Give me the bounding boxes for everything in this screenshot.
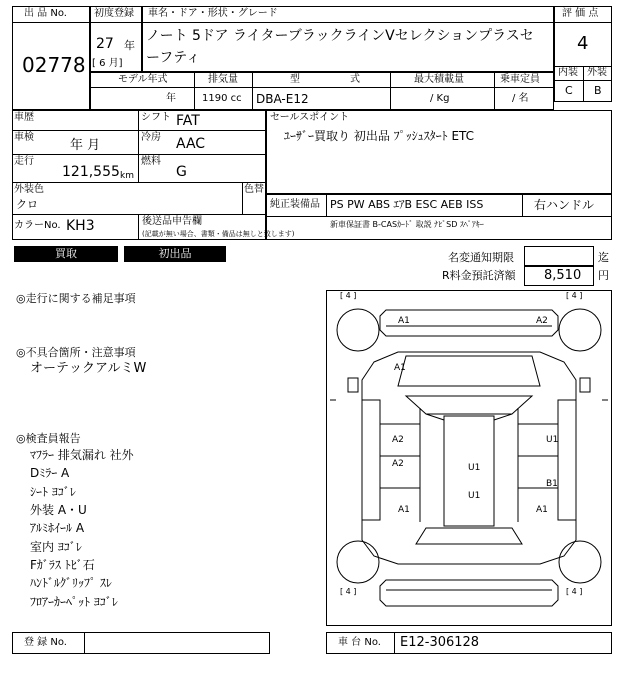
rear-bumper: [380, 580, 558, 606]
hood: [398, 356, 540, 386]
tire-depth-rr: [ 4 ]: [566, 587, 583, 596]
mileage-label: 走行: [14, 156, 34, 167]
damage-mark: A2: [392, 435, 404, 445]
first-listing-badge: 初出品: [124, 246, 226, 262]
inspector-line: 外装 A・U: [30, 503, 87, 517]
inspector-title: ◎検査員報告: [16, 432, 81, 445]
capacity-label: 乗車定員: [500, 74, 540, 85]
damage-mark: A2: [536, 316, 548, 326]
year-unit: 年: [124, 39, 135, 52]
damage-mark: A1: [394, 363, 406, 373]
chassis-value: E12-306128: [400, 635, 480, 650]
tire-front-right: [559, 309, 601, 351]
rear-window: [416, 528, 522, 544]
damage-mark: B1: [546, 479, 558, 489]
running-notes-title: ◎走行に関する補足事項: [16, 292, 136, 305]
name-change-unit: 迄: [598, 251, 609, 264]
shift-value: FAT: [176, 113, 200, 129]
inspector-line: ﾌﾛｱｰｶｰﾍﾟｯﾄ ﾖｺﾞﾚ: [30, 595, 118, 609]
damage-mark: U1: [546, 435, 559, 445]
inspector-line: ﾊﾝﾄﾞﾙｸﾞﾘｯﾌﾟ ｽﾚ: [30, 576, 112, 590]
ac-label: 冷房: [141, 132, 161, 143]
name-change-label: 名変通知期限: [448, 251, 514, 264]
color-value: クロ: [16, 198, 38, 211]
first-registration-label: 初度登録: [94, 8, 134, 19]
inspector-line: ﾏﾌﾗｰ 排気漏れ 社外: [30, 448, 134, 462]
interior-label: 内装: [558, 67, 578, 78]
mileage-value: 121,555: [62, 164, 120, 180]
recycle-label: R料金預託済額: [442, 269, 516, 282]
chassis-label: 車 台 No.: [338, 637, 381, 648]
color-change-label: 色替: [244, 184, 264, 195]
damage-mark: A2: [392, 459, 404, 469]
damage-mark: U1: [468, 463, 481, 473]
inspector-line: Dﾐﾗｰ A: [30, 466, 70, 480]
displacement-value: 1190 cc: [202, 93, 242, 104]
tire-rear-left: [337, 541, 379, 583]
type-label-2: 式: [350, 74, 360, 85]
exterior-grade: B: [594, 84, 602, 97]
color-label: 外装色: [14, 184, 44, 195]
color-no-value: KH3: [66, 218, 95, 234]
type-label: 型: [290, 74, 300, 85]
aftermarket-note: (記載が無い場合、書類・備品は無しと致します): [142, 230, 295, 238]
ac-value: AAC: [176, 136, 206, 152]
fuel-label: 燃料: [141, 156, 161, 167]
sales-point-label: セールスポイント: [270, 112, 350, 123]
displacement-label: 排気量: [208, 74, 238, 85]
inspector-line: ｼｰﾄ ﾖｺﾞﾚ: [30, 485, 76, 499]
tire-rear-right: [559, 541, 601, 583]
equipment-extra: 新車保証書 B-CASｶｰﾄﾞ 取説 ﾅﾋﾞSD ｽﾍﾟｱｷｰ: [330, 220, 484, 229]
inspection-label: 車検: [14, 132, 34, 143]
damage-mark: A1: [536, 505, 548, 515]
equipment-value: PS PW ABS ｴｱB ESC AEB ISS: [330, 198, 484, 211]
defects-line: オーテックアルミW: [30, 361, 147, 376]
inspector-line: 室内 ﾖｺﾞﾚ: [30, 540, 82, 554]
registration-label: 登 録 No.: [24, 637, 67, 648]
car-name-line1: ノート 5ドア ライターブラックラインVセレクションプラスセ: [146, 28, 534, 44]
interior-grade: C: [565, 84, 573, 97]
shift-label: シフト: [141, 112, 171, 123]
inspection-value: 年 月: [70, 138, 101, 153]
car-diagram: [326, 290, 612, 626]
car-name-label: 車名・ドア・形状・グレード: [148, 8, 278, 19]
sales-point-value: ﾕｰｻﾞｰ買取り 初出品 ﾌﾟｯｼｭｽﾀｰﾄ ETC: [284, 129, 475, 143]
history-label: 車歴: [14, 112, 34, 123]
recycle-value: 8,510: [544, 268, 582, 283]
type-value: DBA-E12: [256, 92, 309, 106]
exterior-label: 外装: [587, 67, 607, 78]
first-registration-year: 27: [96, 36, 114, 52]
inspector-line: Fｶﾞﾗｽ ﾄﾋﾞ石: [30, 558, 95, 572]
damage-mark: A1: [398, 505, 410, 515]
lot-number: 02778: [22, 53, 86, 77]
capacity-value: / 名: [512, 93, 529, 104]
first-registration-month: [ 6 月]: [92, 58, 123, 69]
max-load-value: / Kg: [430, 93, 450, 104]
mileage-unit: km: [120, 171, 134, 181]
color-no-label: カラーNo.: [14, 220, 61, 231]
tire-depth-fr: [ 4 ]: [566, 291, 583, 300]
windshield: [406, 396, 532, 414]
defects-title: ◎不具合箇所・注意事項: [16, 346, 136, 359]
tire-front-left: [337, 309, 379, 351]
name-change-box: [524, 246, 594, 266]
purchase-badge: 買取: [14, 246, 118, 262]
model-year-label: モデル年式: [118, 74, 168, 85]
inspector-line: ｱﾙﾐﾎｲｰﾙ A: [30, 521, 85, 535]
score-label: 評 価 点: [562, 8, 599, 19]
aftermarket-label: 後送品申告欄: [142, 216, 202, 227]
score-value: 4: [577, 33, 589, 54]
tire-depth-rl: [ 4 ]: [340, 587, 357, 596]
model-year-unit: 年: [166, 93, 176, 104]
car-name-line2: ーフティ: [146, 50, 201, 66]
fuel-value: G: [176, 164, 187, 180]
equipment-label: 純正装備品: [270, 199, 320, 210]
tire-depth-fl: [ 4 ]: [340, 291, 357, 300]
lot-number-label: 出 品 No.: [24, 8, 67, 19]
drive-value: 右ハンドル: [534, 198, 595, 212]
damage-mark: A1: [398, 316, 410, 326]
max-load-label: 最大積載量: [414, 74, 464, 85]
recycle-unit: 円: [598, 269, 609, 282]
damage-mark: U1: [468, 491, 481, 501]
body-outline: [362, 352, 576, 564]
